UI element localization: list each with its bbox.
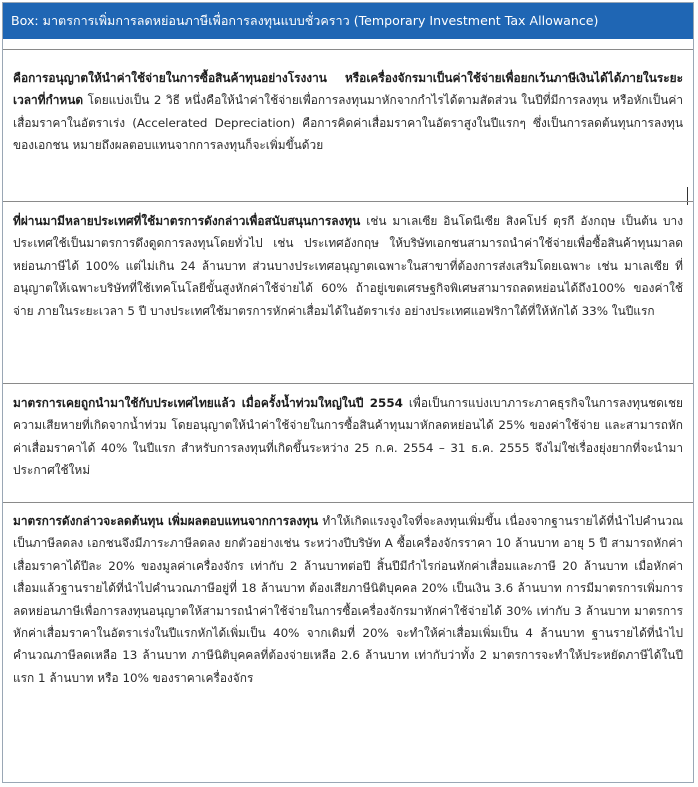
- paragraph-lead: คือการอนุญาตให้นำค่าใช้จ่ายในการซื้อสินค้าทุนอย่างโรงงาน หรือเครื่องจักรมาเป็นค่าใช้จ่ายเพื่อยกเว้นภาษีเงินได้ได้ภายในระยะเวลาที่กำหนด: [13, 71, 683, 108]
- paragraph-definition: [13, 67, 683, 157]
- tax-allowance-box: [2, 2, 694, 783]
- paragraph-body: เช่น มาเลเซีย อินโดนีเซีย สิงคโปร์ ตุรกี อังกฤษ เป็นต้น บางประเทศใช้เป็นมาตรการดึงดูดการลงทุนโดยทั่วไป เช่น ประเทศอังกฤษ ให้บริษัทเอกชนสามารถนำค่าใช้จ่ายเพื่อซื้อสินค้าทุนมาลดหย่อนภาษีได้ 100% แต่ไม่เกิน 24 ล้านบาท ส่วนบางประเทศอนุญาตเฉพาะในสาขาที่ต้องการส่งเสริมโดยเฉพาะ เช่น มาเลเซีย ที่อนุญาตให้เฉพาะบริษัทที่ใช้เทคโนโลยีขั้นสูงหักค่าใช้จ่ายได้ 60% ถ้าอยู่เขตเศรษฐกิจพิเศษสามารถลดหย่อนได้ถึง100% ของค่าใช้จ่าย ภายในระยะเวลา 5 ปี บางประเทศใช้มาตรการหักค่าเสื่อมได้ในอัตราเร่ง อย่างประเทศแอฟริกาใต้ที่ให้หักได้ 33% ในปีแรก: [13, 214, 683, 318]
- box-body: [3, 39, 693, 783]
- section-divider: [3, 502, 693, 503]
- paragraph-body: ทำให้เกิดแรงจูงใจที่จะลงทุนเพิ่มขึ้น เนื่องจากฐานรายได้ที่นำไปคำนวณเป็นภาษีลดลง เอกชนจึงมีภาระภาษีลดลง ยกตัวอย่างเช่น ระหว่างปีบริษัท A ซื้อเครื่องจักรราคา 10 ล้านบาท อายุ 5 ปี สามารถหักค่าเสื่อมราคาได้ปีละ 20% ของมูลค่าเครื่องจักร เท่ากับ 2 ล้านบาทต่อปี สิ้นปีมีกำไรก่อนหักค่าเสื่อมและภาษี 20 ล้านบาท เมื่อหักค่าเสื่อมแล้วฐานรายได้ที่นำไปคำนวณภาษีอยู่ที่ 18 ล้านบาท ต้องเสียภาษีนิติบุคคล 20% เป็นเงิน 3.6 ล้านบาท การมีมาตรการเพิ่มการลดหย่อนภาษีเพื่อการลงทุนอนุญาตให้สามารถนำค่าใช้จ่ายในการซื้อเครื่องจักรมาหักค่าใช้จ่ายได้ 30% เท่ากับ 3 ล้านบาท มาตรการหักค่าเสื่อมราคาในอัตราเร่งในปีแรกหักได้เพิ่มเป็น 40% จากเดิมที่ 20% จะทำให้ค่าเสื่อมเพิ่มเป็น 4 ล้านบาท ฐานรายได้ที่นำไปคำนวณภาษีลดเหลือ 13 ล้านบาท ภาษีนิติบุคคลที่ต้องจ่ายเหลือ 2.6 ล้านบาท เท่ากับว่าทั้ง 2 มาตรการจะทำให้ประหยัดภาษีได้ในปีแรก 1 ล้านบาท หรือ 10% ของราคาเครื่องจักร: [13, 514, 683, 685]
- paragraph-thailand-precedent: [13, 392, 683, 482]
- paragraph-lead: มาตรการดังกล่าวจะลดต้นทุน เพิ่มผลตอบแทนจากการลงทุน: [13, 514, 319, 528]
- text-cursor: [687, 187, 688, 205]
- paragraph-worked-example: [13, 510, 683, 689]
- paragraph-body: เพื่อเป็นการแบ่งเบาภาระภาคธุรกิจในการลงทุนชดเชยความเสียหายที่เกิดจากน้ำท่วม โดยอนุญาตให้นำค่าใช้จ่ายในการซื้อสินค้าทุนมาหักลดหย่อนได้ 25% ของค่าใช้จ่าย และสามารถหักค่าเสื่อมราคาได้ 40% ในปีแรก สำหรับการลงทุนที่เกิดขึ้นระหว่าง 25 ก.ค. 2554 – 31 ธ.ค. 2555 จึงไม่ใช่เรื่องยุ่งยากที่จะนำมาประกาศใช้ใหม่: [13, 396, 683, 478]
- box-title: Box: มาตรการเพิ่มการลดหย่อนภาษีเพื่อการลงทุนแบบชั่วคราว (Temporary Investment Tax Allowance): [3, 3, 693, 39]
- section-divider: [3, 201, 693, 202]
- paragraph-international-examples: [13, 210, 683, 322]
- section-divider: [3, 49, 693, 50]
- paragraph-body: โดยแบ่งเป็น 2 วิธี หนึ่งคือให้นำค่าใช้จ่ายเพื่อการลงทุนมาหักจากกำไรได้ตามสัดส่วน ในปีที่มีการลงทุน หรือหักเป็นค่าเสื่อมราคาในอัตราเร่ง (Accelerated Depreciation) คือการคิดค่าเสื่อมราคาในอัตราสูงในปีแรกๆ ซึ่งเป็นการลดต้นทุนการลงทุนของเอกชน หมายถึงผลตอบแทนจากการลงทุนก็จะเพิ่มขึ้นด้วย: [13, 93, 683, 153]
- paragraph-lead: ที่ผ่านมามีหลายประเทศที่ใช้มาตรการดังกล่าวเพื่อสนับสนุนการลงทุน: [13, 214, 361, 228]
- paragraph-lead: มาตรการเคยถูกนำมาใช้กับประเทศไทยแล้ว เมื่อครั้งน้ำท่วมใหญ่ในปี 2554: [13, 396, 403, 410]
- section-divider: [3, 383, 693, 384]
